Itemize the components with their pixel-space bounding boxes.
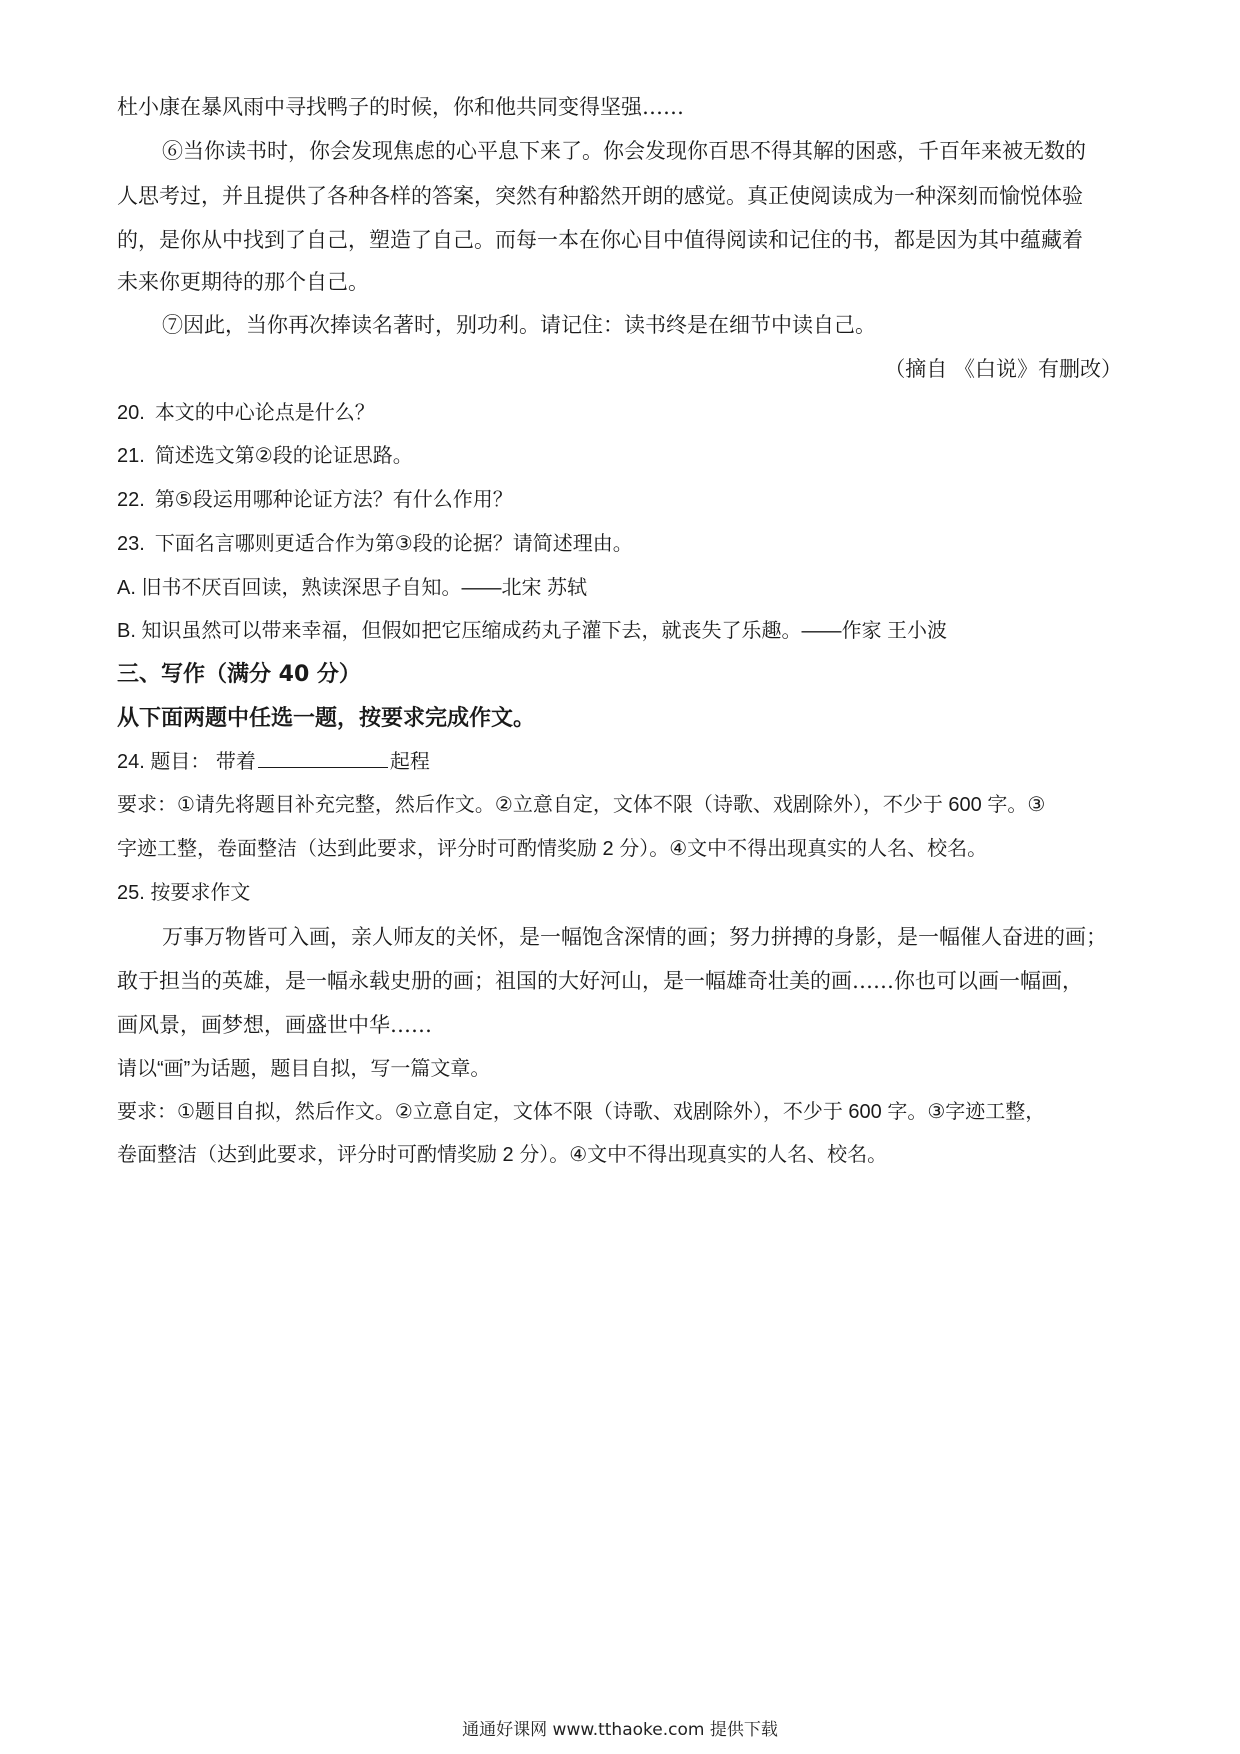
writing-instruction: 从下面两题中任选一题，按要求完成作文。 <box>117 706 536 731</box>
question-25-title: 25. 按要求作文 <box>117 882 251 904</box>
question-text: 简述选文第②段的论证思路。 <box>154 445 413 467</box>
question-23 <box>117 529 1127 559</box>
passage-line: 杜小康在暴风雨中寻找鸭子的时候，你和他共同变得坚强…… <box>117 95 684 119</box>
paragraph-6-line: 的，是你从中找到了自己，塑造了自己。而每一本在你心目中值得阅读和记住的书，都是因为其中蕴藏着 <box>117 228 1083 252</box>
section-title: 三、写作（满分 40 分） <box>117 662 361 687</box>
question-22 <box>117 485 1127 515</box>
footer-download-note: 通通好课网 www.tthaoke.com 提供下载 <box>462 1720 778 1740</box>
question-text: 下面名言哪则更适合作为第③段的论据？请简述理由。 <box>154 533 633 555</box>
fill-in-blank <box>258 747 388 768</box>
question-24-requirement: 要求：①请先将题目补充完整，然后作文。②立意自定，文体不限（诗歌、戏剧除外），不少于 600 字。③ <box>117 794 1046 816</box>
option-a: A. 旧书不厌百回读，熟读深思子自知。——北宋 苏轼 <box>117 577 588 599</box>
paragraph-7: ⑦因此，当你再次捧读名著时，别功利。请记住：读书终是在细节中读自己。 <box>162 313 876 337</box>
question-24-requirement: 字迹工整，卷面整洁（达到此要求，评分时可酌情奖励 2 分）。④文中不得出现真实的人名、校名。 <box>117 838 988 860</box>
question-25-material: 万事万物皆可入画，亲人师友的关怀，是一幅饱含深情的画；努力拼搏的身影，是一幅催人奋进的画； <box>162 925 1107 949</box>
question-20 <box>117 398 1127 428</box>
question-24 <box>117 747 1127 777</box>
question-21 <box>117 441 1127 471</box>
paragraph-6-line: 人思考过，并且提供了各种各样的答案，突然有种豁然开朗的感觉。真正使阅读成为一种深刻而愉悦体验 <box>117 184 1083 208</box>
question-25-material: 画风景，画梦想，画盛世中华…… <box>117 1013 432 1037</box>
paragraph-6-line: ⑥当你读书时，你会发现焦虑的心平息下来了。你会发现你百思不得其解的困惑，千百年来被无数的 <box>162 139 1086 163</box>
question-25-prompt: 请以“画”为话题，题目自拟，写一篇文章。 <box>117 1058 491 1080</box>
question-25-requirement: 要求：①题目自拟，然后作文。②立意自定，文体不限（诗歌、戏剧除外），不少于 600 字。③字迹工整， <box>117 1101 1046 1123</box>
question-text: 本文的中心论点是什么？ <box>154 402 375 424</box>
question-number: 20. <box>117 402 145 424</box>
paragraph-6-line: 未来你更期待的那个自己。 <box>117 270 369 294</box>
question-number: 23. <box>117 533 145 555</box>
question-24-suffix: 起程 <box>389 751 430 773</box>
question-number: 21. <box>117 445 145 467</box>
question-25-material: 敢于担当的英雄，是一幅永载史册的画；祖国的大好河山，是一幅雄奇壮美的画……你也可以画一幅画， <box>117 969 1083 993</box>
question-24-prefix: 24. 题目： 带着 <box>117 751 256 773</box>
question-number: 22. <box>117 489 145 511</box>
option-b: B. 知识虽然可以带来幸福，但假如把它压缩成药丸子灌下去，就丧失了乐趣。——作家 王小波 <box>117 620 948 642</box>
question-text: 第⑤段运用哪种论证方法？有什么作用？ <box>154 489 513 511</box>
question-25-requirement: 卷面整洁（达到此要求，评分时可酌情奖励 2 分）。④文中不得出现真实的人名、校名。 <box>117 1144 888 1166</box>
source-citation: （摘自 《白说》有删改） <box>884 357 1122 381</box>
